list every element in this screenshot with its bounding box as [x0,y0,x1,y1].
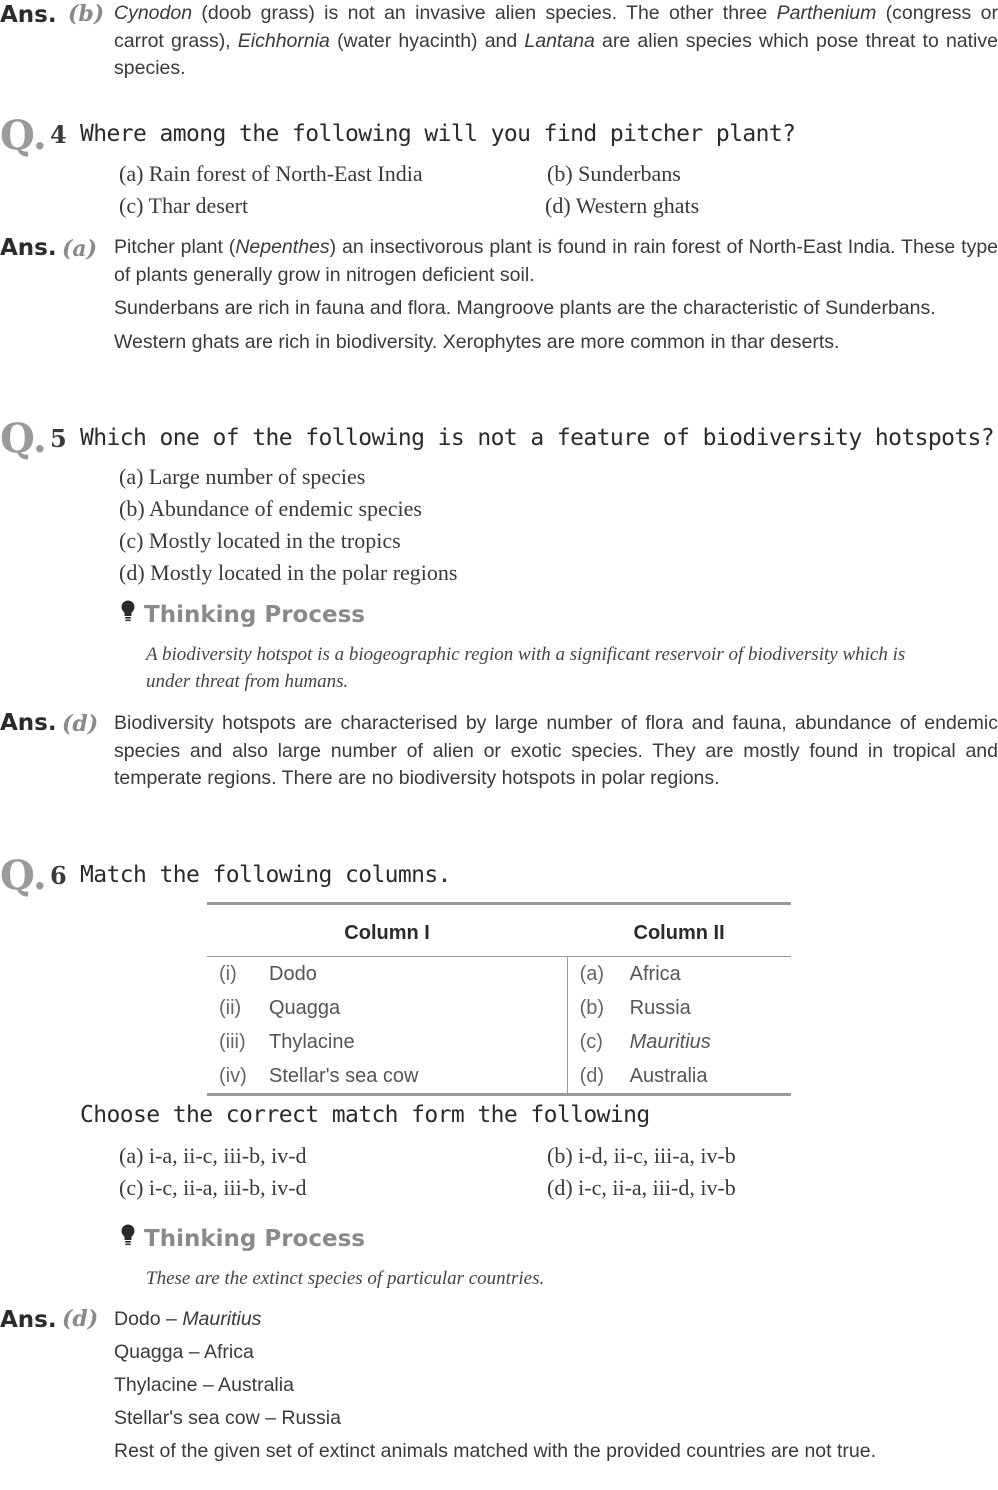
question-number: 4 [50,120,67,149]
thinking-process-heading: Thinking Process [120,600,365,628]
choose-instruction: Choose the correct match form the following [80,1102,650,1128]
answer-paragraph: Rest of the given set of extinct animals matched with the provided countries are not true. [114,1440,876,1462]
option-d: (d) Mostly located in the polar regions [119,560,458,585]
question-number: 6 [50,861,67,890]
row-numeral: (ii) [219,996,242,1019]
species-name: Cynodon [114,2,193,24]
table-row [207,957,791,992]
match-table [207,902,791,1096]
answer-label: Ans. [0,235,57,261]
column-2-value: Australia [630,1059,791,1095]
option-d: (d) Western ghats [545,193,700,218]
lightbulb-icon [120,1224,136,1252]
table-header-row [207,904,791,957]
answer-text: Cynodon (doob grass) is not an invasive alien species. The other three Parthenium (congress or carrot grass), Eichhornia (water hyacinth) and Lantana are alien species which pose threat to native species. [114,2,998,79]
thinking-process-text: These are the extinct species of particular countries. [146,1268,545,1289]
option-c: (c) i-c, ii-a, iii-b, iv-d [119,1175,307,1200]
option-c: (c) Thar desert [119,193,249,218]
row-numeral: (i) [219,962,237,985]
column-2-value: Africa [629,962,681,985]
row-letter: (d) [567,1059,630,1095]
question-text: Match the following columns. [80,862,451,888]
thinking-process-text: A biodiversity hotspot is a biogeographic region with a significant reservoir of biodiversity which is under threat from humans. [146,644,906,692]
column-1-value: Thylacine [269,1030,355,1053]
answer-paragraph: Western ghats are rich in biodiversity. Xerophytes are more common in thar deserts. [114,330,840,353]
column-1-header: Column I [207,904,567,957]
row-numeral: (iii) [219,1030,246,1053]
option-a: (a) Rain forest of North-East India [119,161,423,186]
column-2-value: Russia [629,996,691,1019]
answer-paragraph: Pitcher plant (Nepenthes) an insectivorous plant is found in rain forest of North-East India. These type of plants generally grow in nitrogen deficient soil. [114,236,998,286]
answer-option: (d) [62,1306,99,1332]
answer-option: (d) [62,711,99,737]
table-row [207,1025,791,1059]
question-text: Which one of the following is not a feature of biodiversity hotspots? [80,425,995,451]
row-letter: (c) [567,1025,630,1059]
species-name: Parthenium [776,2,877,24]
table-row [207,1059,791,1095]
answer-text [114,1305,998,1471]
option-a: (a) Large number of species [119,464,366,489]
match-line: Quagga – Africa [114,1341,254,1363]
answer-text: Biodiversity hotspots are characterised by large number of flora and fauna, abundance of endemic species and also large number of alien or exotic species. They are mostly found in tropical and temperate regions. There are no biodiversity hotspots in polar regions. [114,712,998,789]
option-b: (b) Abundance of endemic species [119,496,422,521]
match-line: Dodo – Mauritius [114,1308,262,1330]
species-name: Lantana [524,29,595,52]
column-1-value: Quagga [269,996,341,1019]
answer-option: (a) [62,236,98,262]
species-name: Nepenthes [235,236,330,258]
option-d: (d) i-c, ii-a, iii-d, iv-b [547,1175,736,1200]
answer-paragraph: Sunderbans are rich in fauna and flora. Mangroove plants are the characteristic of Sunderbans. [114,297,936,319]
column-1-value: Stellar's sea cow [269,1059,567,1095]
answer-label: Ans. [0,710,57,736]
column-2-header: Column II [567,904,791,957]
question-marker: Q. [0,852,47,899]
row-numeral: (iv) [207,1059,269,1095]
question-marker: Q. [0,112,47,159]
answer-label: Ans. [0,2,57,28]
answer-label: Ans. [0,1307,57,1333]
option-b: (b) Sunderbans [547,161,681,186]
answer-text [114,234,998,362]
match-line: Stellar's sea cow – Russia [114,1407,341,1429]
species-name: Eichhornia [237,29,330,52]
match-line: Thylacine – Australia [114,1374,294,1396]
row-letter: (b) [567,991,630,1025]
thinking-process-heading: Thinking Process [120,1224,365,1252]
column-1-value: Dodo [269,962,317,985]
answer-option: (b) [68,1,105,27]
option-c: (c) Mostly located in the tropics [119,528,401,553]
option-b: (b) i-d, ii-c, iii-a, iv-b [547,1143,736,1168]
lightbulb-icon [120,600,136,628]
option-a: (a) i-a, ii-c, iii-b, iv-d [119,1143,307,1168]
question-marker: Q. [0,415,47,462]
question-text: Where among the following will you find pitcher plant? [80,121,796,147]
question-number: 5 [50,424,67,453]
column-2-value: Mauritius [629,1030,711,1053]
row-letter: (a) [567,957,630,992]
table-row [207,991,791,1025]
